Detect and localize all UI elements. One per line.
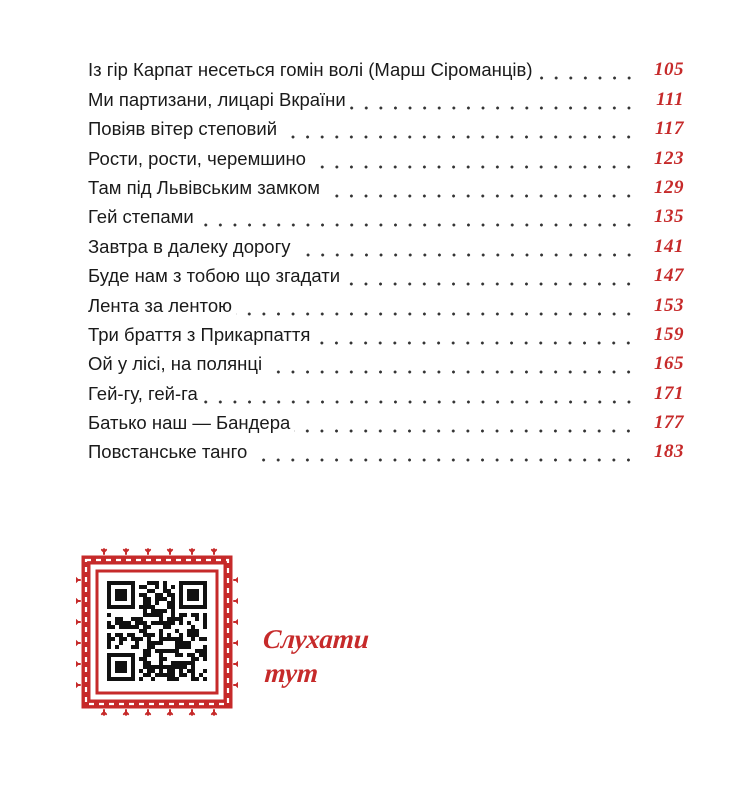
qr-module xyxy=(151,609,155,613)
qr-module xyxy=(159,649,163,653)
qr-module xyxy=(163,589,167,593)
qr-module xyxy=(123,637,127,641)
qr-module xyxy=(171,649,175,653)
toc-entry[interactable] xyxy=(88,199,684,228)
qr-module xyxy=(147,605,151,609)
qr-module xyxy=(143,665,147,669)
toc-entry[interactable] xyxy=(88,140,684,169)
qr-module xyxy=(167,637,171,641)
qr-module xyxy=(159,641,163,645)
qr-module xyxy=(163,625,167,629)
qr-module xyxy=(151,677,155,681)
toc-entry-page: 111 xyxy=(656,88,684,110)
qr-module xyxy=(143,661,147,665)
qr-module xyxy=(175,629,179,633)
toc-entry[interactable] xyxy=(88,258,684,287)
toc-entry-title: Батько наш — Бандера xyxy=(88,412,294,434)
qr-module xyxy=(163,637,167,641)
qr-module xyxy=(171,593,175,597)
qr-module xyxy=(143,657,147,661)
qr-module xyxy=(127,633,131,637)
qr-module xyxy=(163,585,167,589)
qr-module xyxy=(159,613,163,617)
qr-module xyxy=(147,669,151,673)
qr-module xyxy=(171,661,175,665)
qr-module xyxy=(143,613,147,617)
qr-module xyxy=(155,585,159,589)
qr-module xyxy=(143,601,147,605)
qr-module xyxy=(187,629,191,633)
qr-module xyxy=(119,625,123,629)
qr-module xyxy=(175,677,179,681)
dot-leader xyxy=(294,412,640,434)
qr-module xyxy=(183,673,187,677)
qr-module xyxy=(119,633,123,637)
listen-line-2: тут xyxy=(263,658,320,688)
qr-module xyxy=(175,645,179,649)
toc-entry-page: 105 xyxy=(654,59,684,81)
qr-module xyxy=(163,657,167,661)
toc-entry-page: 183 xyxy=(654,441,684,463)
qr-module xyxy=(143,621,147,625)
qr-module xyxy=(171,677,175,681)
qr-module xyxy=(143,625,147,629)
toc-entry[interactable] xyxy=(88,405,684,434)
qr-module xyxy=(107,637,111,641)
qr-module xyxy=(143,585,147,589)
qr-module xyxy=(199,653,203,657)
qr-module xyxy=(147,673,151,677)
qr-module xyxy=(179,621,183,625)
qr-module xyxy=(171,669,175,673)
qr-module xyxy=(143,633,147,637)
qr-module xyxy=(179,665,183,669)
qr-module xyxy=(107,625,111,629)
qr-module xyxy=(147,641,151,645)
qr-module xyxy=(147,661,151,665)
qr-module xyxy=(203,645,207,649)
qr-module xyxy=(163,597,167,601)
dot-leader xyxy=(324,177,640,199)
qr-module xyxy=(179,633,183,637)
qr-module xyxy=(131,633,135,637)
qr-module xyxy=(167,649,171,653)
qr-module xyxy=(199,649,203,653)
qr-module xyxy=(191,669,195,673)
qr-module xyxy=(183,665,187,669)
qr-module xyxy=(167,617,171,621)
qr-module xyxy=(179,673,183,677)
dot-leader xyxy=(251,441,640,463)
qr-module xyxy=(167,601,171,605)
qr-module xyxy=(143,609,147,613)
qr-module xyxy=(151,669,155,673)
qr-module xyxy=(179,661,183,665)
qr-module xyxy=(159,633,163,637)
toc-entry-page: 135 xyxy=(654,206,684,228)
qr-module xyxy=(147,613,151,617)
qr-module xyxy=(159,653,163,657)
qr-module xyxy=(203,617,207,621)
qr-module xyxy=(175,637,179,641)
toc-entry-title: Ой у лісі, на полянці xyxy=(88,353,266,375)
toc-entry[interactable] xyxy=(88,111,684,140)
qr-code-icon[interactable] xyxy=(76,548,238,716)
qr-module xyxy=(203,613,207,617)
toc-entry[interactable] xyxy=(88,52,684,81)
qr-module xyxy=(131,645,135,649)
qr-module xyxy=(163,581,167,585)
toc-entry-page: 159 xyxy=(654,323,684,345)
qr-module xyxy=(119,617,123,621)
qr-module xyxy=(203,621,207,625)
qr-module xyxy=(151,621,155,625)
qr-module xyxy=(171,613,175,617)
listen-line-1: Слухати xyxy=(262,624,371,654)
qr-module xyxy=(199,673,203,677)
qr-module xyxy=(155,641,159,645)
qr-module xyxy=(107,641,111,645)
toc-entry-title: Лента за лентою xyxy=(88,295,236,317)
toc-entry-page: 123 xyxy=(654,147,684,169)
dot-leader xyxy=(310,148,640,170)
qr-module xyxy=(191,657,195,661)
toc-entry-title: Три браття з Прикарпаття xyxy=(88,324,314,346)
qr-module xyxy=(107,633,111,637)
qr-module xyxy=(147,637,151,641)
qr-module xyxy=(123,625,127,629)
qr-module xyxy=(171,597,175,601)
qr-module xyxy=(143,629,147,633)
qr-module xyxy=(191,625,195,629)
toc-entry-page: 141 xyxy=(654,235,684,257)
qr-module xyxy=(175,617,179,621)
qr-module xyxy=(159,629,163,633)
qr-module xyxy=(147,601,151,605)
qr-module xyxy=(171,605,175,609)
listen-here-caption[interactable] xyxy=(260,622,371,690)
qr-module xyxy=(179,653,183,657)
qr-module xyxy=(147,649,151,653)
dot-leader xyxy=(198,206,640,228)
qr-module xyxy=(115,617,119,621)
qr-module xyxy=(155,665,159,669)
dot-leader xyxy=(537,59,640,81)
qr-module xyxy=(191,665,195,669)
qr-module xyxy=(167,625,171,629)
qr-module xyxy=(139,593,143,597)
qr-module xyxy=(147,653,151,657)
qr-module xyxy=(195,633,199,637)
qr-finder-pattern xyxy=(115,661,127,673)
qr-module xyxy=(191,661,195,665)
qr-module xyxy=(151,633,155,637)
qr-module xyxy=(139,669,143,673)
toc-entry-title: Буде нам з тобою що згадати xyxy=(88,265,344,287)
qr-module xyxy=(151,645,155,649)
qr-module xyxy=(171,609,175,613)
qr-module xyxy=(159,673,163,677)
qr-module xyxy=(159,637,163,641)
qr-module xyxy=(171,601,175,605)
qr-module xyxy=(159,665,163,669)
qr-module xyxy=(179,613,183,617)
qr-module xyxy=(167,593,171,597)
qr-module xyxy=(159,617,163,621)
qr-module xyxy=(195,629,199,633)
qr-module xyxy=(159,621,163,625)
dot-leader xyxy=(202,383,640,405)
qr-module xyxy=(151,613,155,617)
qr-module xyxy=(131,625,135,629)
qr-module xyxy=(115,645,119,649)
qr-module xyxy=(183,661,187,665)
qr-module xyxy=(151,581,155,585)
toc-entry-title: Ми партизани, лицарі Вкраїни xyxy=(88,89,350,111)
qr-module xyxy=(191,629,195,633)
qr-module xyxy=(171,617,175,621)
qr-module xyxy=(131,637,135,641)
qr-module xyxy=(203,637,207,641)
qr-module xyxy=(167,669,171,673)
qr-module xyxy=(139,629,143,633)
qr-module xyxy=(147,633,151,637)
qr-module xyxy=(159,593,163,597)
qr-module xyxy=(155,593,159,597)
qr-code-block[interactable] xyxy=(76,548,238,716)
qr-module xyxy=(139,585,143,589)
toc-entry[interactable] xyxy=(88,346,684,375)
qr-module xyxy=(175,661,179,665)
qr-module xyxy=(155,673,159,677)
toc-entry-page: 129 xyxy=(654,176,684,198)
qr-module xyxy=(159,669,163,673)
qr-module xyxy=(183,645,187,649)
toc-entry-title: Рости, рости, черемшино xyxy=(88,148,310,170)
qr-module xyxy=(195,617,199,621)
toc-entry-title: Повіяв вітер степовий xyxy=(88,118,281,140)
qr-module xyxy=(203,657,207,661)
toc-entry[interactable] xyxy=(88,81,684,110)
qr-module xyxy=(203,625,207,629)
qr-module xyxy=(135,637,139,641)
qr-module xyxy=(167,589,171,593)
qr-module xyxy=(115,633,119,637)
qr-module xyxy=(151,641,155,645)
qr-module xyxy=(139,605,143,609)
qr-module xyxy=(155,621,159,625)
qr-module xyxy=(195,649,199,653)
qr-module xyxy=(159,609,163,613)
qr-module xyxy=(199,637,203,641)
toc-entry[interactable] xyxy=(88,317,684,346)
toc-entry-title: Там під Львівським замком xyxy=(88,177,324,199)
qr-module xyxy=(155,649,159,653)
qr-module xyxy=(135,641,139,645)
toc-entry-title: Гей-гу, гей-га xyxy=(88,383,202,405)
qr-module xyxy=(115,621,119,625)
qr-module xyxy=(151,665,155,669)
qr-module xyxy=(163,649,167,653)
qr-module xyxy=(175,665,179,669)
toc-entry-title: Повстанське танго xyxy=(88,441,251,463)
qr-module xyxy=(107,645,111,649)
qr-module xyxy=(147,581,151,585)
qr-module xyxy=(175,649,179,653)
qr-module xyxy=(171,673,175,677)
qr-module xyxy=(139,637,143,641)
qr-module xyxy=(171,585,175,589)
qr-module xyxy=(143,605,147,609)
qr-module xyxy=(191,653,195,657)
qr-module xyxy=(147,665,151,669)
qr-module xyxy=(167,673,171,677)
qr-module xyxy=(187,669,191,673)
qr-module xyxy=(187,641,191,645)
qr-module xyxy=(163,609,167,613)
qr-module xyxy=(135,621,139,625)
qr-module xyxy=(179,641,183,645)
qr-module xyxy=(155,581,159,585)
toc-entry[interactable] xyxy=(88,287,684,316)
qr-module xyxy=(163,673,167,677)
table-of-contents xyxy=(88,52,684,463)
toc-entry-page: 177 xyxy=(654,412,684,434)
qr-finder-pattern xyxy=(115,589,127,601)
dot-leader xyxy=(281,118,640,140)
qr-module xyxy=(139,621,143,625)
qr-module xyxy=(167,677,171,681)
qr-module xyxy=(155,613,159,617)
toc-entry-title: Із гір Карпат несеться гомін волі (Марш Сіроманців) xyxy=(88,59,537,81)
qr-module xyxy=(171,665,175,669)
qr-module xyxy=(183,613,187,617)
qr-module xyxy=(159,661,163,665)
qr-module xyxy=(187,661,191,665)
qr-module xyxy=(167,605,171,609)
qr-module xyxy=(135,617,139,621)
qr-module xyxy=(191,613,195,617)
qr-module xyxy=(203,669,207,673)
qr-module xyxy=(131,617,135,621)
toc-entry-title: Гей степами xyxy=(88,206,198,228)
toc-entry[interactable] xyxy=(88,375,684,404)
toc-entry-page: 153 xyxy=(654,294,684,316)
qr-module xyxy=(183,641,187,645)
qr-module xyxy=(191,637,195,641)
dot-leader xyxy=(266,353,640,375)
qr-module xyxy=(159,597,163,601)
dot-leader xyxy=(344,265,640,287)
qr-module xyxy=(107,613,111,617)
toc-entry-page: 165 xyxy=(654,353,684,375)
qr-module xyxy=(163,665,167,669)
qr-module xyxy=(167,633,171,637)
qr-module xyxy=(147,625,151,629)
qr-module xyxy=(139,657,143,661)
dot-leader xyxy=(314,324,640,346)
qr-module xyxy=(155,597,159,601)
qr-module xyxy=(203,677,207,681)
qr-module xyxy=(111,637,115,641)
qr-module xyxy=(187,633,191,637)
toc-entry-page: 147 xyxy=(654,265,684,287)
qr-module xyxy=(119,637,123,641)
qr-module xyxy=(167,621,171,625)
qr-module xyxy=(203,649,207,653)
qr-module xyxy=(191,677,195,681)
qr-module xyxy=(187,653,191,657)
qr-module xyxy=(127,625,131,629)
qr-module xyxy=(179,617,183,621)
qr-module xyxy=(179,637,183,641)
qr-module xyxy=(147,645,151,649)
qr-module xyxy=(147,589,151,593)
qr-module xyxy=(171,621,175,625)
qr-module xyxy=(175,653,179,657)
qr-module xyxy=(143,593,147,597)
toc-entry-page: 117 xyxy=(655,118,684,140)
qr-module xyxy=(127,621,131,625)
qr-module xyxy=(155,601,159,605)
qr-module xyxy=(195,657,199,661)
qr-module xyxy=(107,621,111,625)
qr-module xyxy=(143,653,147,657)
qr-module xyxy=(111,625,115,629)
qr-module xyxy=(135,625,139,629)
qr-module xyxy=(151,589,155,593)
qr-module xyxy=(203,653,207,657)
qr-module xyxy=(175,641,179,645)
qr-module xyxy=(143,673,147,677)
qr-module xyxy=(143,597,147,601)
toc-entry-title: Завтра в далеку дорогу xyxy=(88,236,295,258)
qr-module xyxy=(171,637,175,641)
qr-module xyxy=(155,609,159,613)
qr-module xyxy=(147,597,151,601)
qr-module xyxy=(179,645,183,649)
qr-module xyxy=(195,613,199,617)
qr-module xyxy=(191,673,195,677)
qr-module xyxy=(119,621,123,625)
qr-module xyxy=(151,605,155,609)
dot-leader xyxy=(295,236,640,258)
dot-leader xyxy=(236,295,640,317)
qr-module xyxy=(139,617,143,621)
qr-module xyxy=(187,621,191,625)
dot-leader xyxy=(350,89,640,111)
qr-module xyxy=(159,657,163,661)
toc-entry[interactable] xyxy=(88,170,684,199)
qr-module xyxy=(167,665,171,669)
toc-entry-page: 171 xyxy=(654,382,684,404)
qr-module xyxy=(143,649,147,653)
qr-module xyxy=(163,621,167,625)
qr-module xyxy=(123,621,127,625)
qr-finder-pattern xyxy=(187,589,199,601)
qr-module xyxy=(139,677,143,681)
toc-entry[interactable] xyxy=(88,228,684,257)
qr-module xyxy=(135,645,139,649)
qr-module xyxy=(187,645,191,649)
qr-module xyxy=(191,633,195,637)
qr-module xyxy=(119,641,123,645)
qr-module xyxy=(179,669,183,673)
qr-module xyxy=(195,677,199,681)
toc-entry[interactable] xyxy=(88,434,684,463)
